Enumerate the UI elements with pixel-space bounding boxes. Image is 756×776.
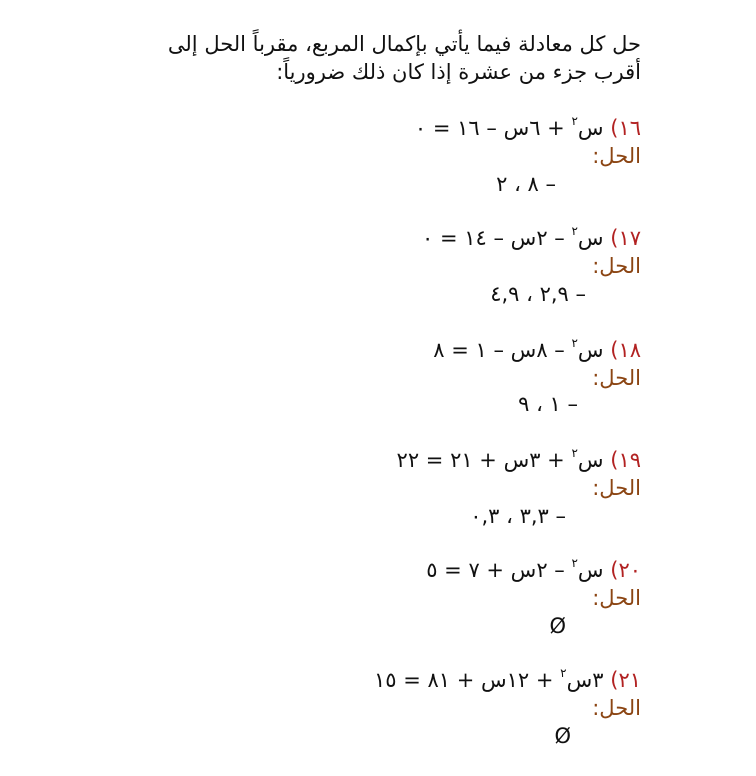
- problem-19-answer: – ٣,٣ ، ٠,٣: [470, 504, 566, 528]
- equation-var: س: [566, 668, 593, 692]
- instructions-line-2: أقرب جزء من عشرة إذا كان ذلك ضرورياً:: [276, 60, 641, 84]
- problem-21-equation: [374, 666, 641, 694]
- problem-number: ٢١): [610, 668, 641, 692]
- equation-var: س: [577, 558, 604, 582]
- equation-rest: + ٦س – ١٦ = ٠: [414, 116, 572, 140]
- equation-rest: – ٢س – ١٤ = ٠: [422, 226, 572, 250]
- instructions-line-1: حل كل معادلة فيما يأتي بإكمال المربع، مقرباً الحل إلى: [167, 32, 641, 56]
- equation-rest: + ١٢س + ٨١ = ١٥: [373, 668, 561, 692]
- equation-var: س: [577, 116, 604, 140]
- problem-19-equation: [397, 446, 641, 474]
- problem-18-solution-label: الحل:: [592, 366, 641, 390]
- exponent: ٢: [571, 446, 578, 460]
- problem-number: ١٨): [610, 338, 641, 362]
- problem-number: ٢٠): [610, 558, 641, 582]
- equation-var: س: [577, 448, 604, 472]
- equation-var: س: [577, 338, 604, 362]
- instructions: [168, 30, 641, 86]
- problem-16-answer: – ٨ ، ٢: [496, 172, 556, 196]
- exponent: ٢: [571, 224, 578, 238]
- problem-18-equation: [433, 336, 641, 364]
- equation-coef: ٣: [592, 668, 604, 692]
- problem-17-equation: [422, 224, 641, 252]
- problem-16-equation: [415, 114, 641, 142]
- equation-rest: + ٣س + ٢١ = ٢٢: [396, 448, 572, 472]
- equation-rest: – ٢س + ٧ = ٥: [426, 558, 572, 582]
- problem-21-answer: Ø: [554, 724, 571, 748]
- problem-17-answer: – ٢,٩ ، ٤,٩: [490, 282, 586, 306]
- exponent: ٢: [571, 556, 578, 570]
- problem-20-answer: Ø: [549, 614, 566, 638]
- equation-var: س: [577, 226, 604, 250]
- problem-20-solution-label: الحل:: [592, 586, 641, 610]
- exponent: ٢: [560, 666, 567, 680]
- problem-number: ١٩): [610, 448, 641, 472]
- problem-21-solution-label: الحل:: [592, 696, 641, 720]
- equation-rest: – ٨س – ١ = ٨: [433, 338, 572, 362]
- problem-16-solution-label: الحل:: [592, 144, 641, 168]
- problem-number: ١٧): [610, 226, 641, 250]
- exponent: ٢: [571, 336, 578, 350]
- problem-17-solution-label: الحل:: [592, 254, 641, 278]
- problem-number: ١٦): [610, 116, 641, 140]
- problem-18-answer: – ١ ، ٩: [518, 392, 578, 416]
- exponent: ٢: [571, 114, 578, 128]
- problem-20-equation: [426, 556, 641, 584]
- problem-19-solution-label: الحل:: [592, 476, 641, 500]
